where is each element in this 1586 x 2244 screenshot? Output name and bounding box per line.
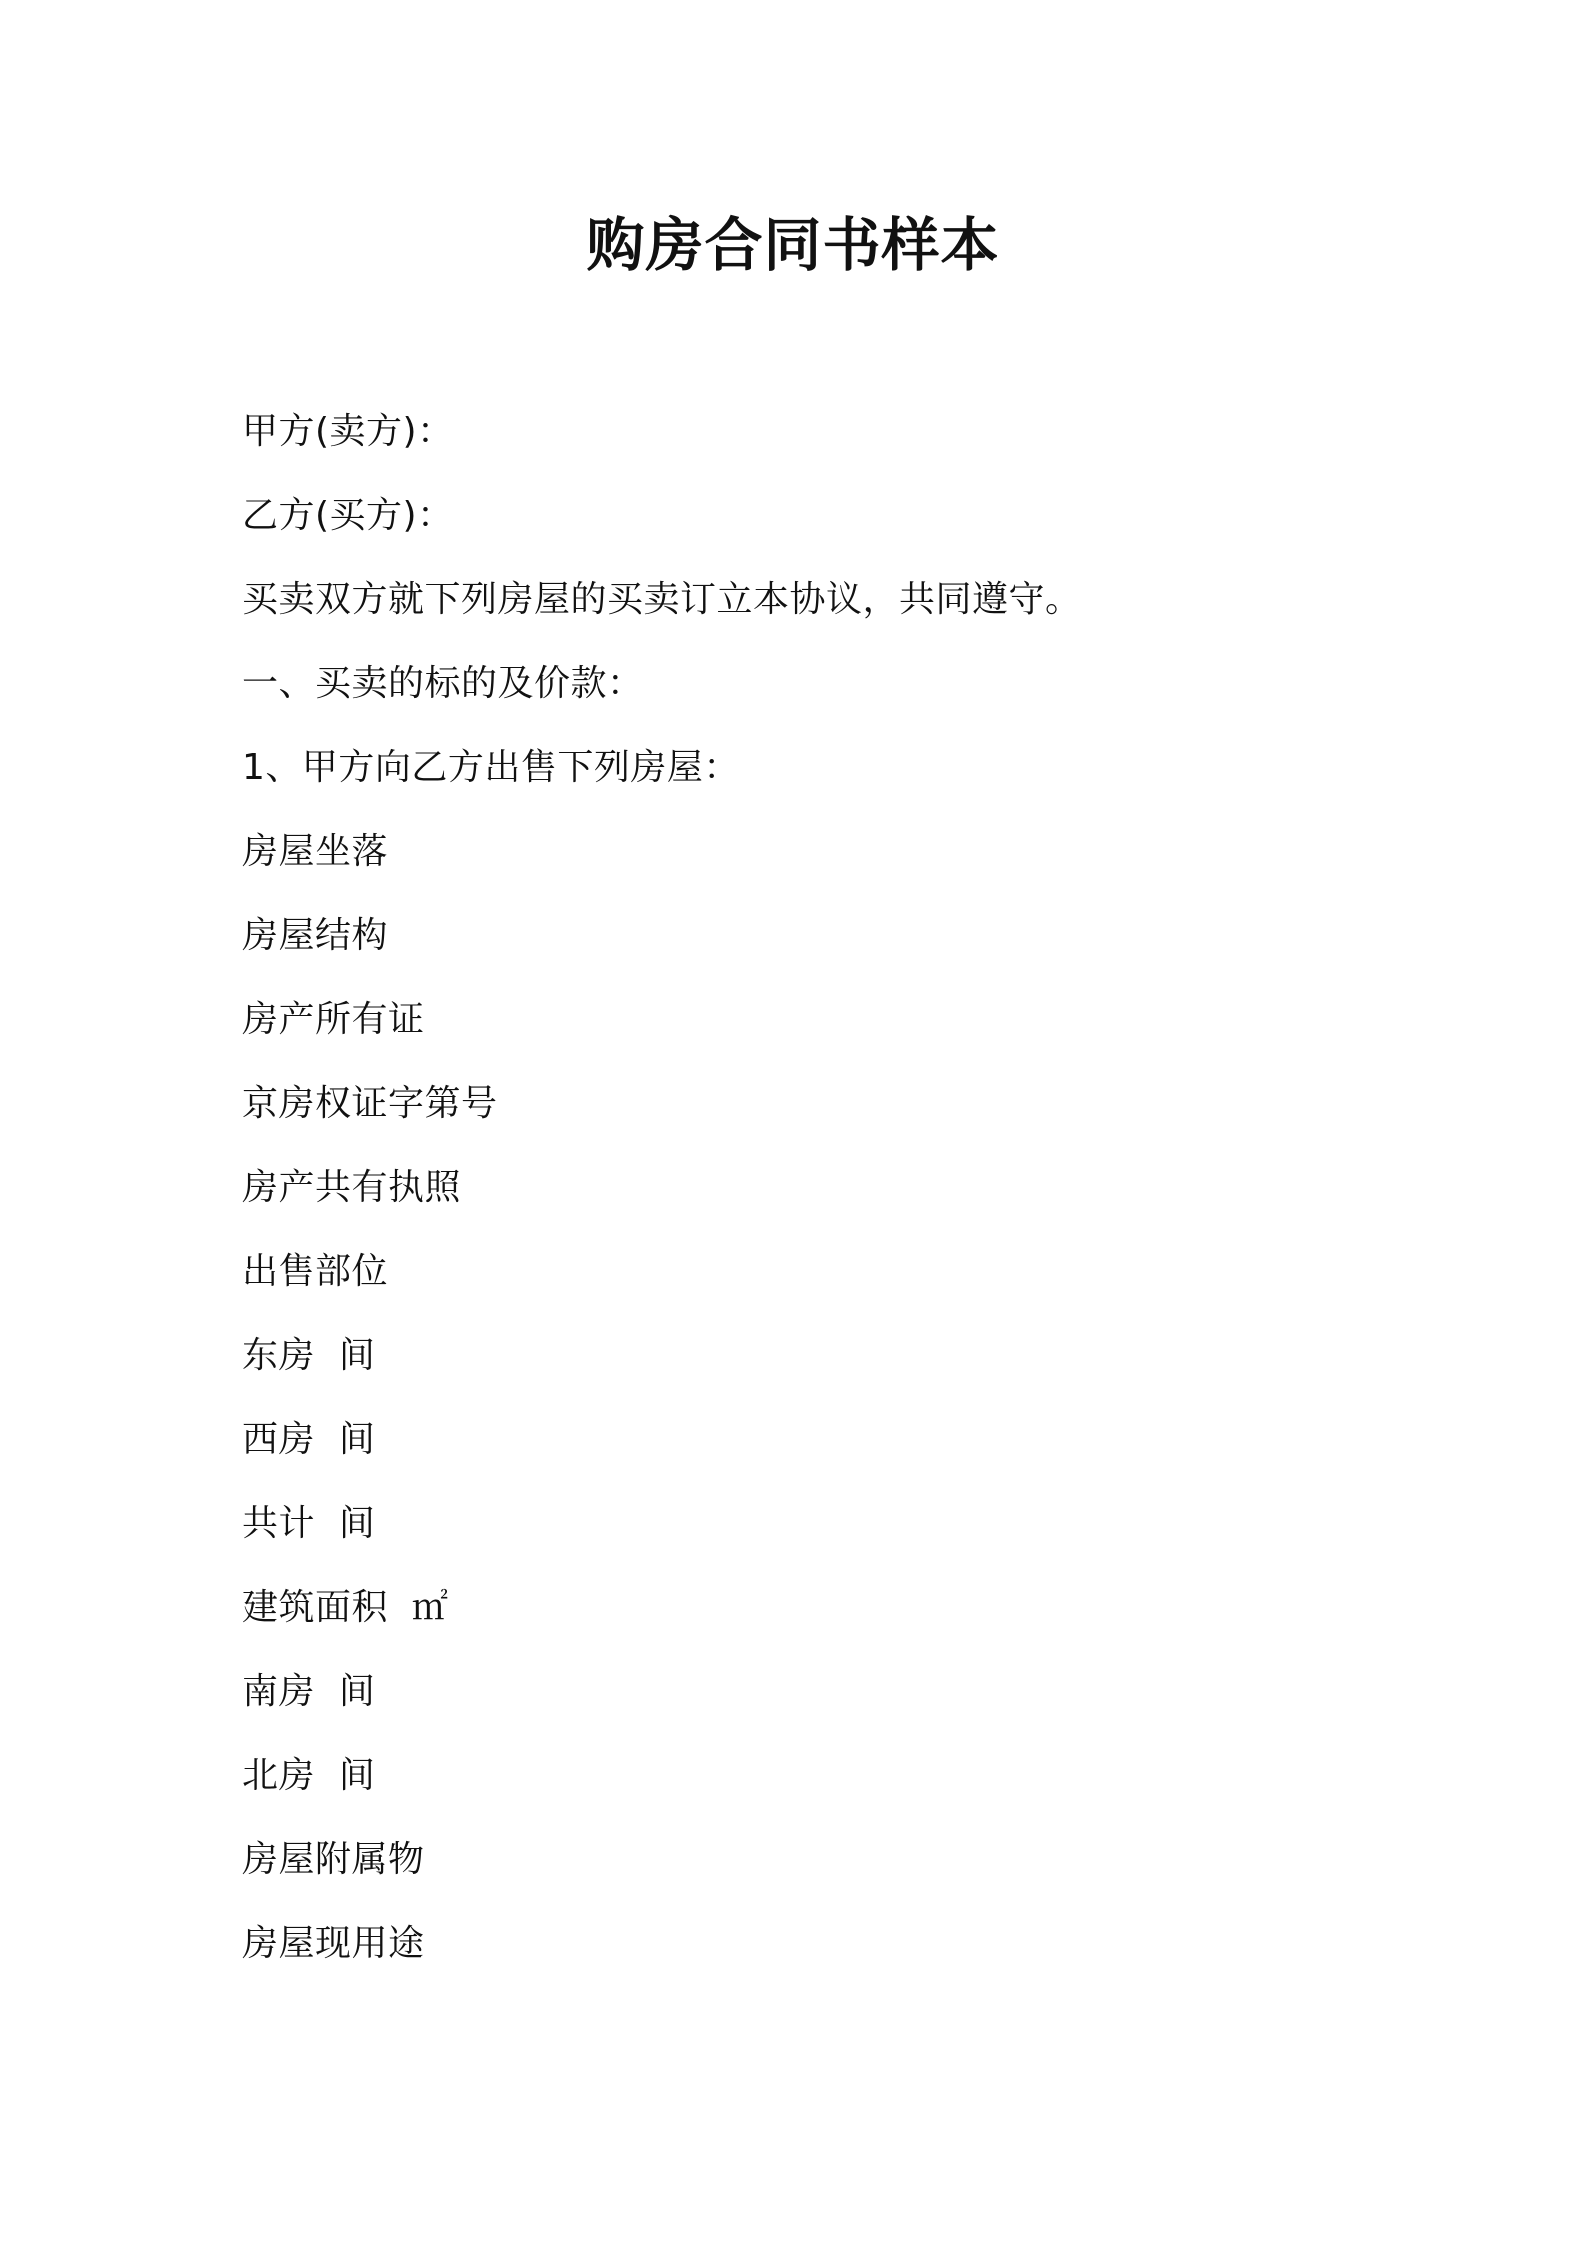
clause-1-heading: 1、甲方向乙方出售下列房屋： [242,747,740,788]
field-co-ownership-license: 房产共有执照 [242,1167,462,1208]
document-body [242,408,1362,2004]
field-property-attachments: 房屋附属物 [242,1839,425,1880]
section-heading-subject-and-price: 一、买卖的标的及价款： [242,663,644,704]
field-current-use: 房屋现用途 [242,1923,425,1964]
field-floor-area: 建筑面积 ㎡ [242,1587,449,1628]
field-west-rooms: 西房 间 [242,1419,376,1460]
field-north-rooms: 北房 间 [242,1755,376,1796]
seller-party-line: 甲方(卖方)： [242,411,454,452]
field-certificate-number: 京房权证字第号 [242,1083,498,1124]
field-south-rooms: 南房 间 [242,1671,376,1712]
field-property-structure: 房屋结构 [242,915,389,956]
field-ownership-certificate: 房产所有证 [242,999,425,1040]
agreement-intro-line: 买卖双方就下列房屋的买卖订立本协议，共同遵守。 [242,579,1082,620]
field-property-location: 房屋坐落 [242,831,389,872]
field-total-rooms: 共计 间 [242,1503,376,1544]
field-sale-portion: 出售部位 [242,1251,389,1292]
document-title: 购房合同书样本 [586,211,1000,279]
field-east-rooms: 东房 间 [242,1335,376,1376]
buyer-party-line: 乙方(买方)： [242,495,454,536]
